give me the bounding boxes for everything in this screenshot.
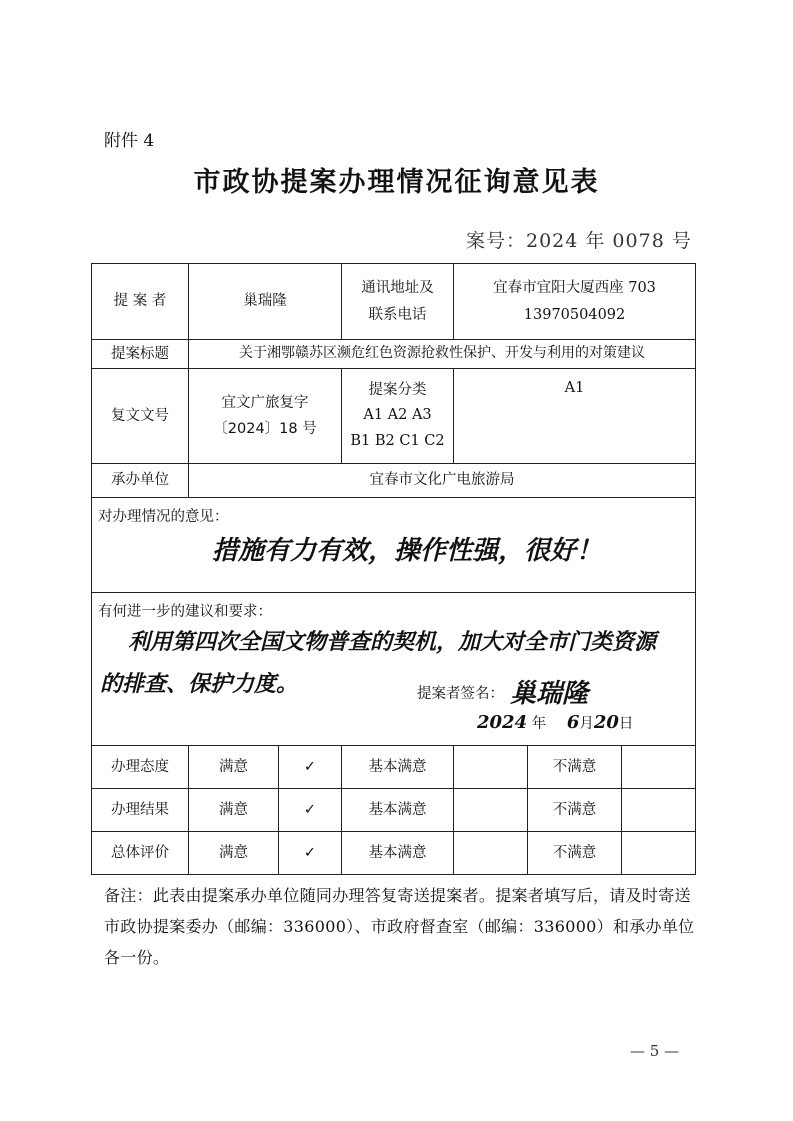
rating-basic: 基本满意 — [342, 789, 454, 832]
page-title: 市政协提案办理情况征询意见表 — [193, 167, 600, 198]
attachment-label: 附件 4 — [104, 131, 155, 151]
phone-value: 13970504092 — [523, 306, 626, 323]
category-label: 提案分类 — [368, 381, 427, 398]
suggestion-handwritten-line1: 利用第四次全国文物普查的契机，加大对全市门类资源 — [128, 629, 657, 655]
date-day-unit: 日 — [618, 716, 634, 732]
suggestion-handwritten-line2: 的排查、保护力度。 — [100, 671, 299, 697]
category-options-line1: A1 A2 A3 — [363, 407, 432, 424]
proposal-title-value: 关于湘鄂赣苏区濒危红色资源抢救性保护、开发与利用的对策建议 — [189, 340, 696, 369]
footnote: 备注：此表由提案承办单位随同办理答复寄送提案者。提案者填写后，请及时寄送市政协提案委办（邮编：336000）、市政府督查室（邮编：336000）和承办单位各一份。 — [104, 886, 695, 967]
contact-label — [342, 264, 454, 340]
reply-doc-value — [189, 369, 342, 464]
survey-form-table — [91, 263, 696, 875]
rating-label: 办理结果 — [92, 789, 189, 832]
reply-doc-label: 复文文号 — [92, 369, 189, 464]
proposer-label: 提 案 者 — [92, 264, 189, 340]
suggestion-label: 有何进一步的建议和要求： — [98, 604, 272, 620]
rating-basic-box — [454, 746, 528, 789]
rating-satisfied: 满意 — [189, 832, 279, 875]
opinion-handwritten: 措施有力有效，操作性强，很好！ — [212, 536, 603, 566]
rating-basic-box — [454, 832, 528, 875]
proposal-title-label: 提案标题 — [92, 340, 189, 369]
rating-check-mark: ✓ — [279, 746, 342, 789]
rating-basic: 基本满意 — [342, 832, 454, 875]
reply-doc-line2: 〔2024〕18 号 — [213, 421, 317, 437]
opinion-label: 对办理情况的意见： — [98, 509, 229, 525]
contact-value — [454, 264, 696, 340]
address-value: 宜春市宜阳大厦西座 703 — [493, 280, 656, 297]
rating-row-result — [92, 789, 696, 832]
rating-row-attitude — [92, 746, 696, 789]
rating-unsatisfied: 不满意 — [528, 832, 622, 875]
unit-label: 承办单位 — [92, 464, 189, 498]
date-day: 20 — [593, 712, 619, 733]
proposer-value: 巢瑞隆 — [189, 264, 342, 340]
date-month-unit: 月 — [579, 716, 594, 732]
rating-satisfied: 满意 — [189, 746, 279, 789]
rating-unsatisfied: 不满意 — [528, 746, 622, 789]
rating-row-overall — [92, 832, 696, 875]
page-number: — 5 — — [630, 1042, 680, 1060]
rating-unsatisfied-box — [622, 832, 696, 875]
contact-label-line2: 联系电话 — [368, 306, 427, 323]
category-value: A1 — [454, 369, 696, 464]
category-cell — [342, 369, 454, 464]
unit-value: 宜春市文化广电旅游局 — [189, 464, 696, 498]
rating-check-mark: ✓ — [279, 789, 342, 832]
category-options-line2: B1 B2 C1 C2 — [350, 432, 445, 449]
suggestion-cell — [92, 593, 696, 746]
rating-unsatisfied-box — [622, 789, 696, 832]
sign-date — [477, 707, 633, 739]
opinion-cell — [92, 498, 696, 593]
rating-basic: 基本满意 — [342, 746, 454, 789]
rating-basic-box — [454, 789, 528, 832]
rating-unsatisfied-box — [622, 746, 696, 789]
rating-label: 总体评价 — [92, 832, 189, 875]
date-month: 6 — [566, 712, 580, 733]
date-year: 2024 — [477, 712, 528, 733]
rating-check-mark: ✓ — [279, 832, 342, 875]
reply-doc-line1: 宜文广旅复字 — [221, 394, 309, 411]
case-number: 案号：2024 年 0078 号 — [466, 230, 692, 252]
signature-label: 提案者签名： — [417, 686, 504, 702]
rating-unsatisfied: 不满意 — [528, 789, 622, 832]
rating-label: 办理态度 — [92, 746, 189, 789]
rating-satisfied: 满意 — [189, 789, 279, 832]
signature-handwritten: 巢瑞隆 — [510, 679, 589, 709]
contact-label-line1: 通讯地址及 — [361, 280, 434, 297]
date-year-unit: 年 — [531, 716, 547, 732]
